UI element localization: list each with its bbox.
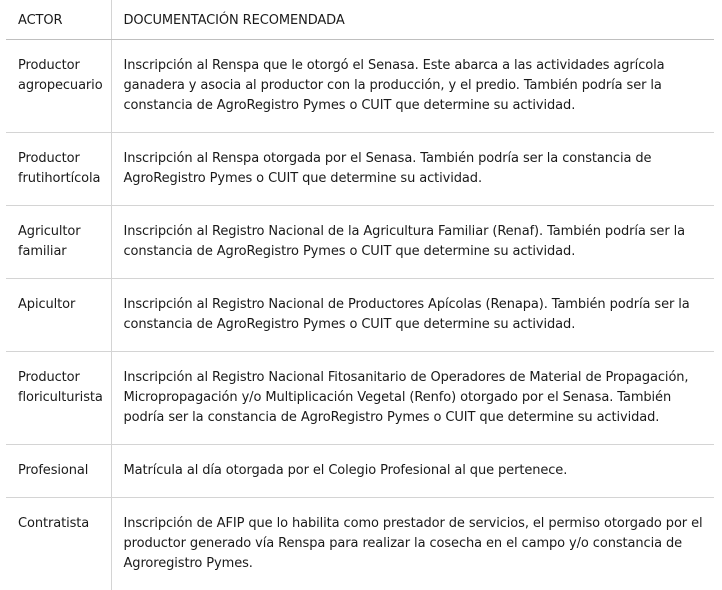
table-body bbox=[6, 40, 714, 590]
documentation-table bbox=[6, 0, 714, 590]
documentation-cell: Inscripción al Registro Nacional de Productores Apícolas (Renapa). También podría ser la constancia de AgroRegistro Pymes o CUIT que determine su actividad. bbox=[111, 279, 714, 352]
table-row bbox=[6, 445, 714, 498]
actor-cell: Productor frutihortícola bbox=[6, 133, 111, 206]
table-row bbox=[6, 352, 714, 445]
header-documentation: DOCUMENTACIÓN RECOMENDADA bbox=[111, 0, 714, 40]
actor-cell: Profesional bbox=[6, 445, 111, 498]
actor-cell: Productor floriculturista bbox=[6, 352, 111, 445]
table-row bbox=[6, 279, 714, 352]
header-actor: ACTOR bbox=[6, 0, 111, 40]
documentation-cell: Inscripción al Renspa que le otorgó el Senasa. Este abarca a las actividades agrícola ganadera y asocia al productor con la producción, y el predio. También podría ser la constancia de AgroRegistro Pymes o CUIT que determine su actividad. bbox=[111, 40, 714, 133]
actor-cell: Contratista bbox=[6, 498, 111, 590]
header-row bbox=[6, 0, 714, 40]
table-header bbox=[6, 0, 714, 40]
documentation-cell: Inscripción al Renspa otorgada por el Senasa. También podría ser la constancia de AgroRegistro Pymes o CUIT que determine su actividad. bbox=[111, 133, 714, 206]
actor-cell: Productor agropecuario bbox=[6, 40, 111, 133]
table-row bbox=[6, 498, 714, 590]
table-row bbox=[6, 133, 714, 206]
documentation-cell: Inscripción al Registro Nacional de la Agricultura Familiar (Renaf). También podría ser la constancia de AgroRegistro Pymes o CUIT que determine su actividad. bbox=[111, 206, 714, 279]
table-row bbox=[6, 206, 714, 279]
documentation-cell: Inscripción al Registro Nacional Fitosanitario de Operadores de Material de Propagación, Micropropagación y/o Multiplicación Vegetal (Renfo) otorgado por el Senasa. También podría ser la constancia de AgroRegistro Pymes o CUIT que determine su actividad. bbox=[111, 352, 714, 445]
actor-cell: Apicultor bbox=[6, 279, 111, 352]
documentation-cell: Matrícula al día otorgada por el Colegio Profesional al que pertenece. bbox=[111, 445, 714, 498]
documentation-cell: Inscripción de AFIP que lo habilita como prestador de servicios, el permiso otorgado por el productor generado vía Renspa para realizar la cosecha en el campo y/o constancia de Agroregistro Pymes. bbox=[111, 498, 714, 590]
table-row bbox=[6, 40, 714, 133]
actor-cell: Agricultor familiar bbox=[6, 206, 111, 279]
